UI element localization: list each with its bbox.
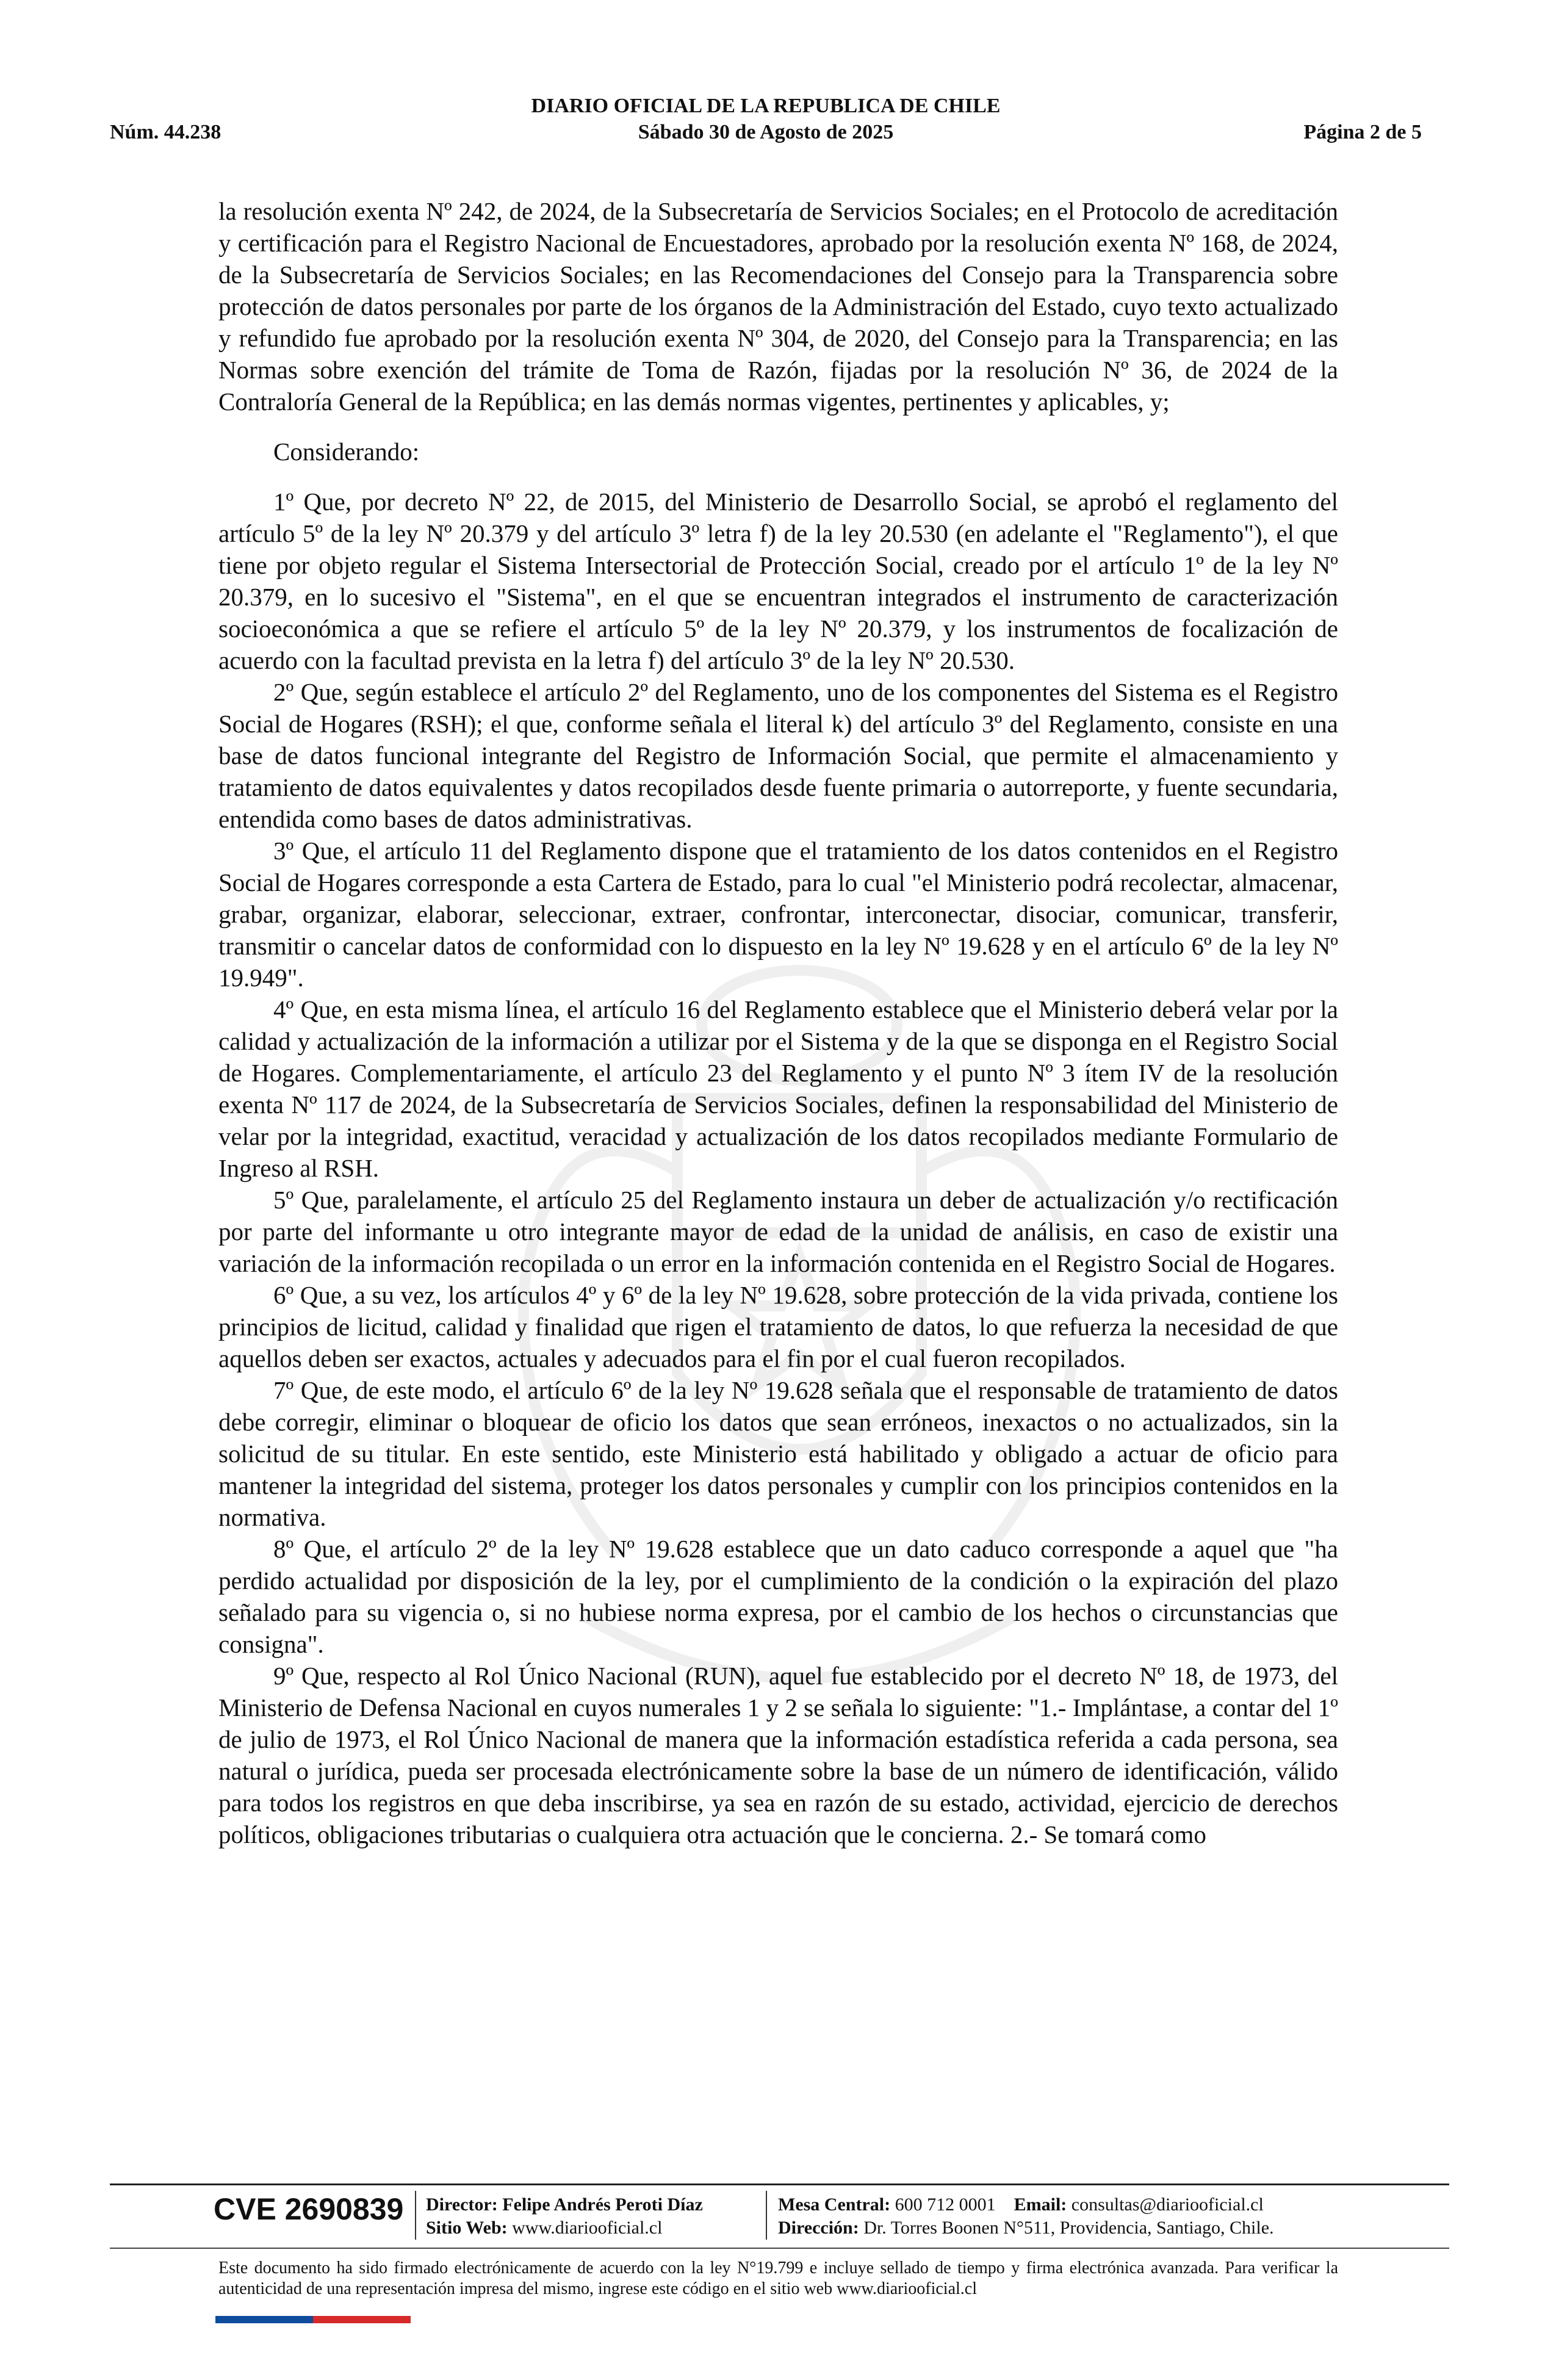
sitio-label: Sitio Web:	[426, 2218, 508, 2238]
page-indicator: Página 2 de 5	[1303, 121, 1422, 143]
direccion-value: Dr. Torres Boonen N°511, Providencia, Santiago, Chile.	[863, 2218, 1274, 2238]
cve-code: CVE 2690839	[214, 2192, 404, 2226]
director-name: Felipe Andrés Peroti Díaz	[502, 2194, 703, 2215]
footer-separator	[415, 2191, 416, 2240]
issue-date: Sábado 30 de Agosto de 2025	[638, 121, 894, 143]
direccion-label: Dirección:	[778, 2218, 859, 2238]
footer-separator	[766, 2191, 767, 2240]
considerando-2: 2º Que, según establece el artículo 2º del Reglamento, uno de los componentes del Sistema es el Registro Social de Hogares (RSH); el que, conforme señala el literal k) del artículo 3º del Reglamento, consiste en una base de datos funcional integrante del Registro de Información Social, que permite el almacenamiento y tratamiento de datos equivalentes y datos recopilados desde fuente primaria o autorreporte, y fuente secundaria, entendida como bases de datos administrativas.	[218, 678, 1338, 833]
footer-contact-block	[778, 2193, 1274, 2240]
considerando-6: 6º Que, a su vez, los artículos 4º y 6º de la ley Nº 19.628, sobre protección de la vida privada, contiene los principios de licitud, calidad y finalidad que rigen el tratamiento de datos, lo que refuerza la necesidad de que aquellos deben ser exactos, actuales y adecuados para el fin por el cual fueron recopilados.	[218, 1281, 1338, 1372]
considerando-4: 4º Que, en esta misma línea, el artículo 16 del Reglamento establece que el Ministerio deberá velar por la calidad y actualización de la información a utilizar por el Sistema y de la que se disponga en el Registro Social de Hogares. Complementariamente, el artículo 23 del Reglamento y el punto Nº 3 ítem IV de la resolución exenta Nº 117 de 2024, de la Subsecretaría de Servicios Sociales, definen la responsabilidad del Ministerio de velar por la integridad, exactitud, veracidad y actualización de los datos recopilados mediante Formulario de Ingreso al RSH.	[218, 995, 1338, 1182]
publication-title: DIARIO OFICIAL DE LA REPUBLICA DE CHILE	[531, 95, 1001, 117]
intro-paragraph: la resolución exenta Nº 242, de 2024, de la Subsecretaría de Servicios Sociales; en el Protocolo de acreditación y certificación para el Registro Nacional de Encuestadores, aprobado por la resolución exenta Nº 168, de 2024, de la Subsecretaría de Servicios Sociales; en las Recomendaciones del Consejo para la Transparencia sobre protección de datos personales por parte de los órganos de la Administración del Estado, cuyo texto actualizado y refundido fue aprobado por la resolución exenta Nº 304, de 2020, del Consejo para la Transparencia; en las Normas sobre exención del trámite de Toma de Razón, fijadas por la resolución Nº 36, de 2024 de la Contraloría General de la República; en las demás normas vigentes, pertinentes y aplicables, y;	[218, 197, 1338, 416]
considerando-8: 8º Que, el artículo 2º de la ley Nº 19.628 establece que un dato caduco corresponde a aquel que "ha perdido actualidad por disposición de la ley, por el cumplimiento de la condición o la expiración del plazo señalado para su vigencia o, si no hubiese norma expresa, por el cambio de los hechos o circunstancias que consigna".	[218, 1535, 1338, 1658]
sitio-link[interactable]: www.diariooficial.cl	[512, 2218, 663, 2238]
considerando-9: 9º Que, respecto al Rol Único Nacional (RUN), aquel fue establecido por el decreto Nº 18, de 1973, del Ministerio de Defensa Nacional en cuyos numerales 1 y 2 se señala lo siguiente: "1.- Implántase, a contar del 1º de julio de 1973, el Rol Único Nacional de manera que la información estadística referida a cada persona, sea natural o jurídica, pueda ser procesada electrónicamente sobre la base de un número de identificación, válido para todos los registros en que deba inscribirse, ya sea en razón de su estado, actividad, ejercicio de derechos políticos, obligaciones tributarias o cualquiera otra actuación que le concierna. 2.- Se tomará como	[218, 1662, 1338, 1848]
footer-director-block	[426, 2193, 703, 2240]
considerando-7: 7º Que, de este modo, el artículo 6º de la ley Nº 19.628 señala que el responsable de tratamiento de datos debe corregir, eliminar o bloquear de oficio los datos que sean erróneos, inexactos o no actualizados, sin la solicitud de su titular. En este sentido, este Ministerio está habilitado y obligado a actuar de oficio para mantener la integridad del sistema, proteger los datos personales y cumplir con los principios contenidos en la normativa.	[218, 1376, 1338, 1531]
considerando-heading: Considerando:	[273, 438, 420, 466]
email-label: Email:	[1014, 2194, 1067, 2215]
page-header	[110, 95, 1422, 150]
flag-stripe-blue	[215, 2316, 313, 2323]
considerando-3: 3º Que, el artículo 11 del Reglamento dispone que el tratamiento de los datos contenidos en el Registro Social de Hogares corresponde a esta Cartera de Estado, para lo cual "el Ministerio podrá recolectar, almacenar, grabar, organizar, elaborar, seleccionar, extraer, confrontar, interconectar, disociar, comunicar, transferir, transmitir o cancelar datos de conformidad con lo dispuesto en la ley Nº 19.628 y en el artículo 6º de la ley Nº 19.949".	[218, 837, 1338, 992]
footer-divider	[110, 2183, 1449, 2185]
considerando-5: 5º Que, paralelamente, el artículo 25 del Reglamento instaura un deber de actualización y/o rectificación por parte del informante u otro integrante mayor de edad de la unidad de análisis, en caso de existir una variación de la información recopilada o un error en la información contenida en el Registro Social de Hogares.	[218, 1186, 1338, 1277]
director-label: Director:	[426, 2194, 498, 2215]
document-body	[218, 195, 1338, 1850]
flag-stripe	[215, 2316, 411, 2323]
considerando-1: 1º Que, por decreto Nº 22, de 2015, del Ministerio de Desarrollo Social, se aprobó el reglamento del artículo 5º de la ley Nº 20.379 y del artículo 3º letra f) de la ley 20.530 (en adelante el "Reglamento"), el que tiene por objeto regular el Sistema Intersectorial de Protección Social, creado por el artículo 1º de la ley Nº 20.379, en lo sucesivo el "Sistema", en el que se encuentran integrados el instrumento de caracterización socioeconómica a que se refiere el artículo 5º de la ley Nº 20.379, y los instrumentos de focalización de acuerdo con la facultad prevista en la letra f) del artículo 3º de la ley Nº 20.530.	[218, 488, 1338, 674]
footer-divider	[110, 2248, 1449, 2249]
mesa-value: 600 712 0001	[895, 2194, 996, 2215]
email-link[interactable]: consultas@diariooficial.cl	[1071, 2194, 1264, 2215]
mesa-label: Mesa Central:	[778, 2194, 891, 2215]
flag-stripe-red	[313, 2316, 411, 2323]
issue-number: Núm. 44.238	[110, 121, 222, 143]
legal-notice: Este documento ha sido firmado electrónicamente de acuerdo con la ley N°19.799 e incluye sellado de tiempo y firma electrónica avanzada. Para verificar la autenticidad de una representación impresa del mismo, ingrese este código en el sitio web www.diariooficial.cl	[218, 2259, 1338, 2298]
